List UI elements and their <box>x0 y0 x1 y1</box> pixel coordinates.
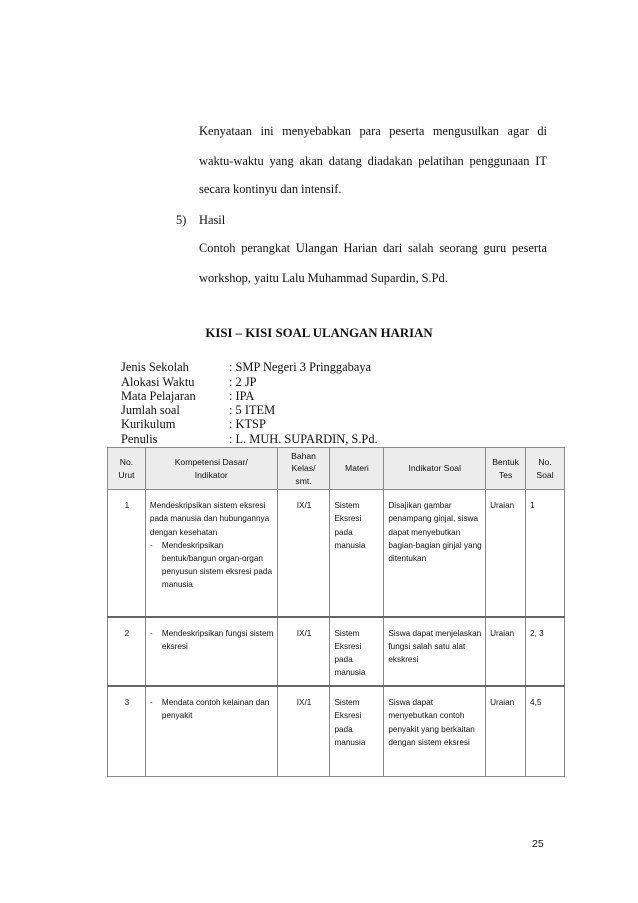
header-kompetensi: Kompetensi Dasar/ Indikator <box>145 448 277 490</box>
table-row <box>108 686 565 776</box>
cell-kompetensi <box>145 686 277 776</box>
page-number: 25 <box>532 838 544 850</box>
info-row-alokasi-waktu <box>121 376 257 388</box>
table-row <box>108 490 565 617</box>
cell-indikator: Disajikan gambar penampang ginjal, siswa dapat menyebutkan bagian-bagian ginjal yang ditentukan <box>384 490 486 617</box>
header-indikator-soal: Indikator Soal <box>384 448 486 490</box>
info-value: : 5 ITEM <box>229 403 276 417</box>
info-label: Jenis Sekolah <box>121 360 189 374</box>
list-item-text-line-1: Contoh perangkat Ulangan Harian dari salah seorang guru peserta <box>199 241 547 255</box>
paragraph-line-1: Kenyataan ini menyebabkan para peserta mengusulkan agar di <box>199 124 547 138</box>
cell-nosoal: 2, 3 <box>526 617 565 687</box>
kompetensi-bullet: - Mendata contoh kelainan dan penyakit <box>150 696 274 722</box>
info-value: : L. MUH. SUPARDIN, S.Pd. <box>229 432 378 446</box>
info-label: Alokasi Waktu <box>121 375 195 389</box>
info-label: Jumlah soal <box>121 403 180 417</box>
info-row-jenis-sekolah <box>121 361 371 373</box>
cell-bentuk: Uraian <box>486 686 526 776</box>
table-header-row <box>108 448 565 490</box>
info-label: Penulis <box>121 432 158 446</box>
cell-kelas: IX/1 <box>277 686 330 776</box>
cell-bentuk: Uraian <box>486 490 526 617</box>
cell-materi: Sistem Eksresi pada manusia <box>330 617 384 687</box>
header-materi: Materi <box>330 448 384 490</box>
cell-no: 3 <box>108 686 146 776</box>
cell-no: 1 <box>108 490 146 617</box>
list-item-text-line-2: workshop, yaitu Lalu Muhammad Supardin, S.Pd. <box>199 271 448 285</box>
list-item-title: Hasil <box>199 213 226 227</box>
cell-kompetensi <box>145 490 277 617</box>
list-item-number: 5) <box>176 213 187 227</box>
info-row-penulis <box>121 433 378 445</box>
info-value: : SMP Negeri 3 Pringgabaya <box>229 360 372 374</box>
cell-bentuk: Uraian <box>486 617 526 687</box>
info-value: : KTSP <box>229 417 266 431</box>
info-row-mata-pelajaran <box>121 390 254 402</box>
kisi-table <box>107 447 565 777</box>
cell-materi: Sistem Eksresi pada manusia <box>330 686 384 776</box>
info-row-kurikulum <box>121 418 266 430</box>
cell-indikator: Siswa dapat menjelaskan fungsi salah satu alat ekskresi <box>384 617 486 687</box>
paragraph-line-2: waktu-waktu yang akan datang diadakan pelatihan penggunaan IT <box>199 154 547 168</box>
header-bahan-kelas: Bahan Kelas/ smt. <box>277 448 330 490</box>
info-label: Kurikulum <box>121 417 176 431</box>
kompetensi-bullet: - Mendeskripsikan fungsi sistem eksresi <box>150 627 274 653</box>
cell-kelas: IX/1 <box>277 490 330 617</box>
kompetensi-bullet: - Mendeskripsikan bentuk/bangun organ-organ penyusun sistem eksresi pada manusia <box>150 539 274 592</box>
table-row <box>108 617 565 687</box>
header-no-urut: No. Urut <box>108 448 146 490</box>
header-no-soal: No. Soal <box>526 448 565 490</box>
cell-kompetensi <box>145 617 277 687</box>
cell-nosoal: 1 <box>526 490 565 617</box>
cell-kelas: IX/1 <box>277 617 330 687</box>
document-title: KISI – KISI SOAL ULANGAN HARIAN <box>205 326 433 340</box>
info-row-jumlah-soal <box>121 404 275 416</box>
kompetensi-text: Mendeskripsikan sistem eksresi pada manusia dan hubungannya dengan kesehatan <box>149 501 270 537</box>
info-value: : 2 JP <box>229 375 257 389</box>
cell-materi: Sistem Eksresi pada manusia <box>330 490 384 617</box>
cell-nosoal: 4,5 <box>526 686 565 776</box>
cell-no: 2 <box>108 617 146 687</box>
cell-indikator: Siswa dapat menyebutkan contoh penyakit yang berkaitan dengan sistem eksresi <box>384 686 486 776</box>
info-value: : IPA <box>229 389 255 403</box>
paragraph-line-3: secara kontinyu dan intensif. <box>199 182 342 196</box>
header-bentuk-tes: Bentuk Tes <box>486 448 526 490</box>
info-label: Mata Pelajaran <box>121 389 196 403</box>
